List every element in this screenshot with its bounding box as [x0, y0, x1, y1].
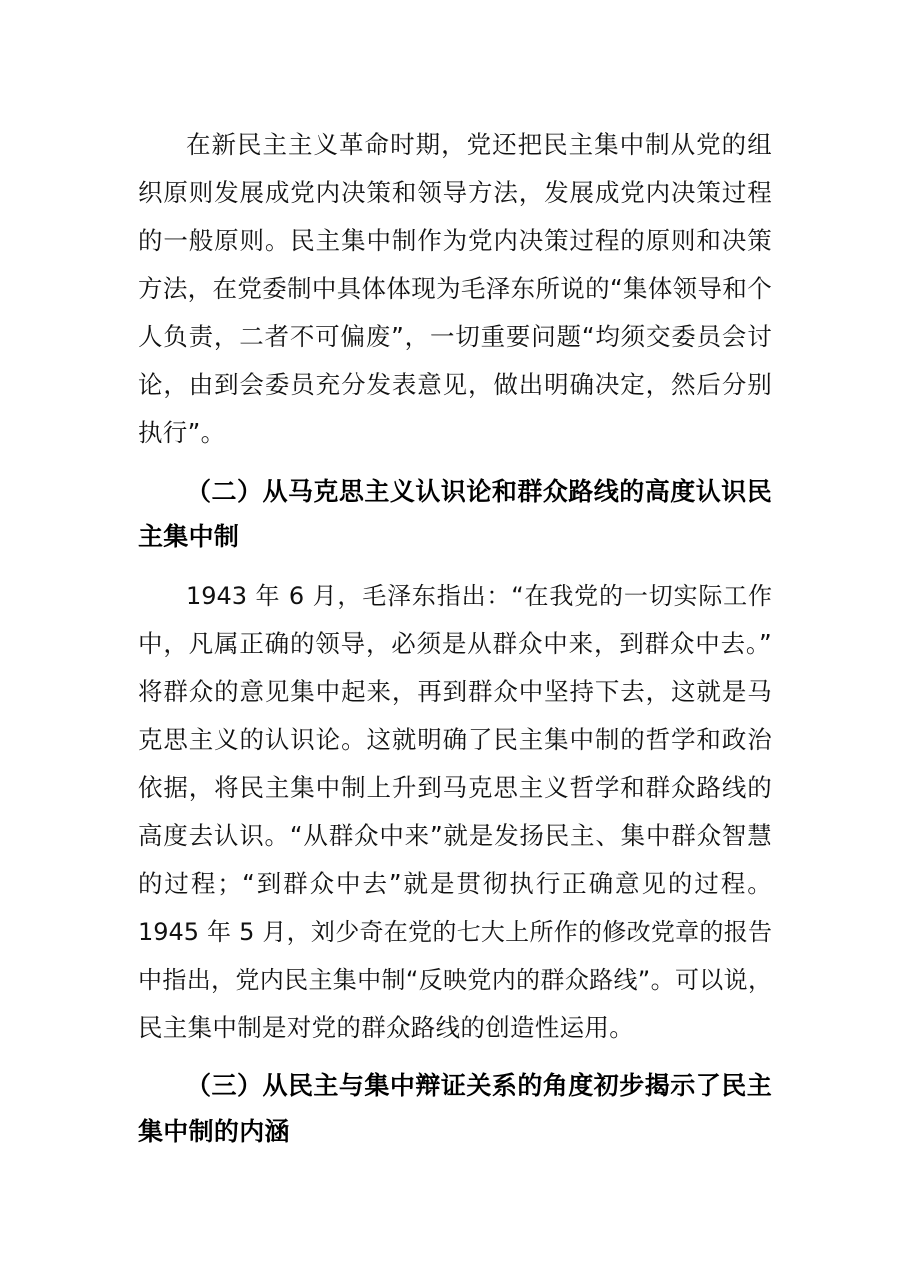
paragraph-2-line-2: 中，凡属正确的领导，必须是从群众中来，到群众中去。” [138, 629, 772, 658]
paragraph-2-line-8: 1945 年 5 月，刘少奇在党的七大上所作的修改党章的报告 [138, 918, 772, 946]
paragraph-2-line-10: 民主集中制是对党的群众路线的创造性运用。 [138, 1013, 634, 1042]
paragraph-2-line-3: 将群众的意见集中起来，再到群众中坚持下去，这就是马 [138, 677, 772, 706]
section-heading-2-line-2: 主集中制 [138, 522, 240, 551]
paragraph-1-line-3: 的一般原则。民主集中制作为党内决策过程的原则和决策 [138, 226, 772, 255]
paragraph-1-line-2: 织原则发展成党内决策和领导方法，发展成党内决策过程 [138, 178, 772, 207]
paragraph-2-line-6: 高度去认识。“从群众中来”就是发扬民主、集中群众智慧 [138, 821, 772, 850]
paragraph-1-line-1: 在新民主主义革命时期，党还把民主集中制从党的组 [186, 130, 772, 159]
paragraph-1-line-4: 方法，在党委制中具体体现为毛泽东所说的“集体领导和个 [138, 274, 772, 303]
paragraph-2-line-7: 的过程；“到群众中去”就是贯彻执行正确意见的过程。 [138, 869, 772, 898]
paragraph-2-line-4: 克思主义的认识论。这就明确了民主集中制的哲学和政治 [138, 725, 772, 754]
paragraph-1-line-7: 执行”。 [138, 418, 226, 447]
paragraph-2-line-9: 中指出，党内民主集中制“反映党内的群众路线”。可以说， [138, 966, 772, 994]
paragraph-1-line-5: 人负责，二者不可偏废”，一切重要问题“均须交委员会讨 [138, 322, 772, 351]
paragraph-2-line-1: 1943 年 6 月，毛泽东指出：“在我党的一切实际工作 [186, 582, 772, 610]
paragraph-2-line-5: 依据，将民主集中制上升到马克思主义哲学和群众路线的 [138, 773, 772, 802]
section-heading-3-line-2: 集中制的内涵 [138, 1117, 290, 1146]
section-heading-2-line-1: （二）从马克思主义认识论和群众路线的高度认识民 [186, 477, 772, 506]
section-heading-3-line-1: （三）从民主与集中辩证关系的角度初步揭示了民主 [186, 1071, 772, 1100]
paragraph-1-line-6: 论，由到会委员充分发表意见，做出明确决定，然后分别 [138, 370, 772, 399]
